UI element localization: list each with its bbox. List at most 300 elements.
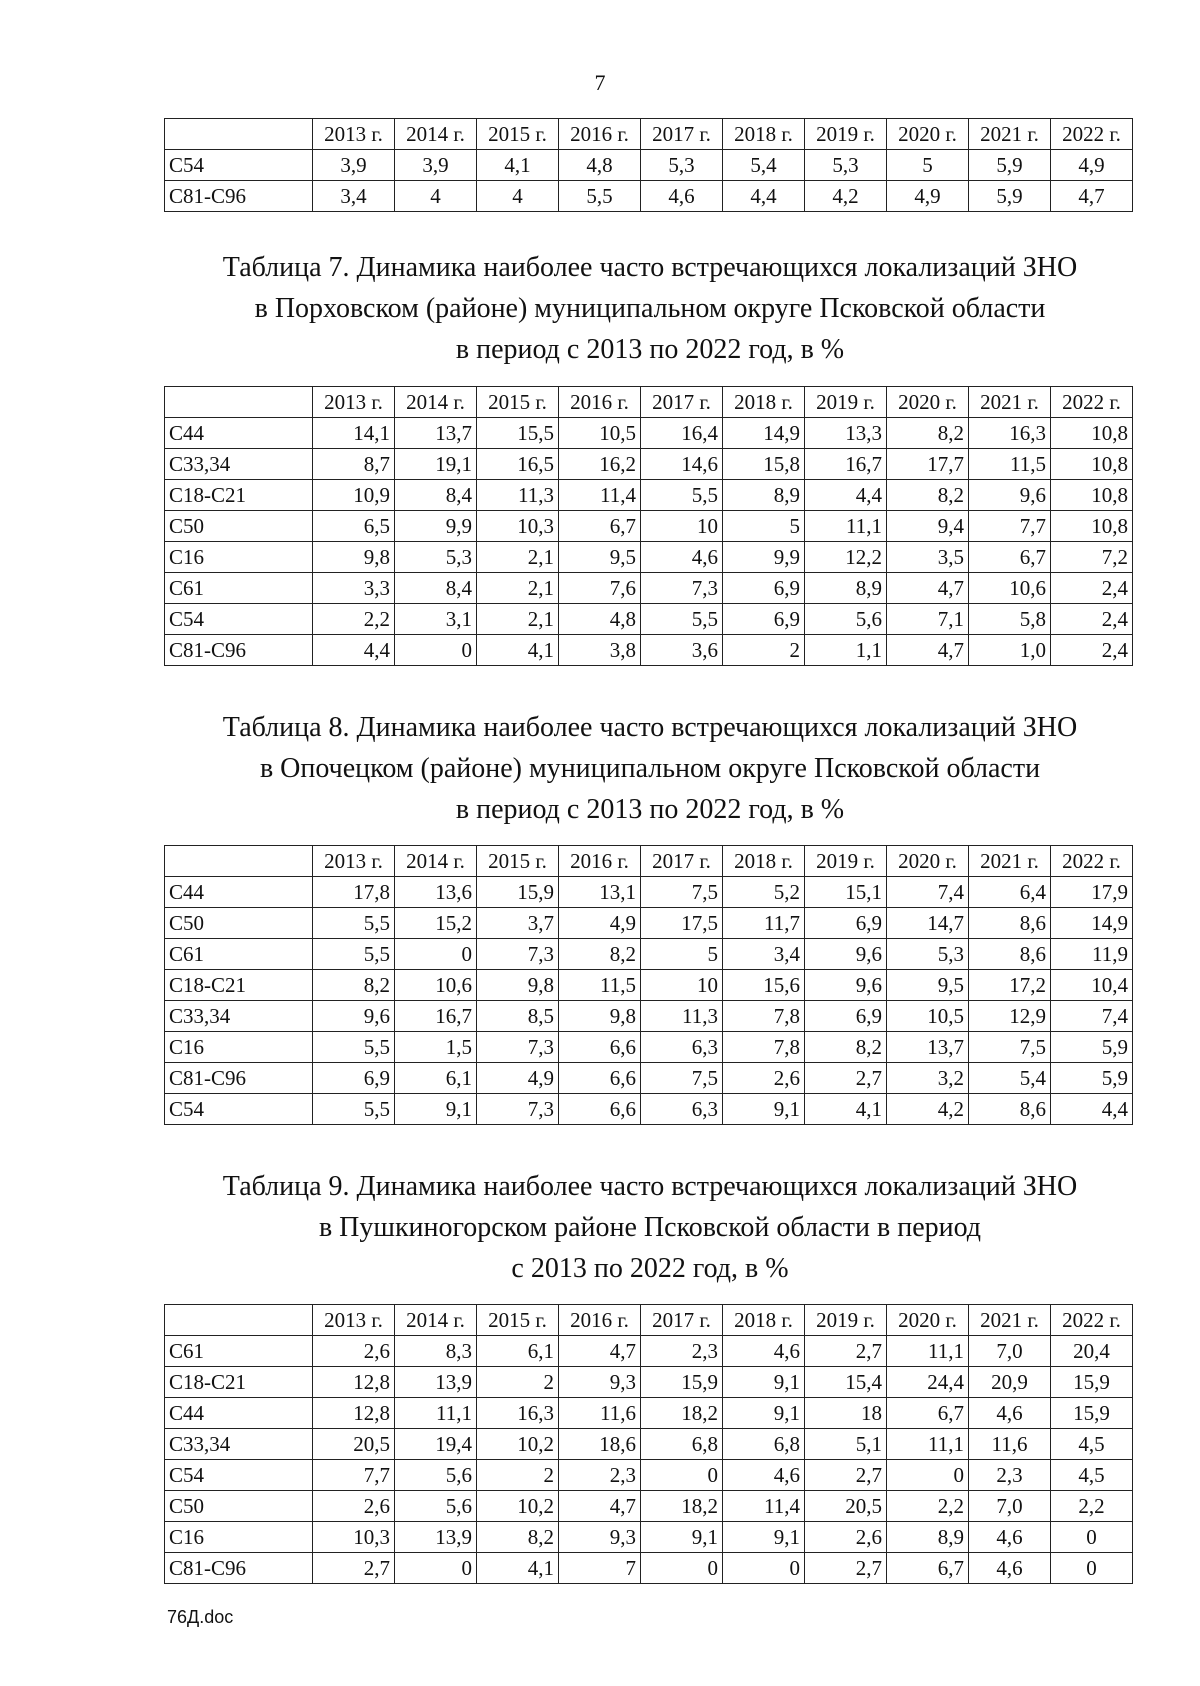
column-header: 2018 г. <box>723 846 805 877</box>
table-cell: 5,9 <box>969 150 1051 181</box>
table-cell: 17,7 <box>887 449 969 480</box>
table-cell: 20,4 <box>1051 1336 1133 1367</box>
table-cell: 4,9 <box>887 181 969 212</box>
table-cell: 5,5 <box>313 1094 395 1125</box>
table-cell: 9,1 <box>723 1398 805 1429</box>
table-cell: 3,9 <box>395 150 477 181</box>
table-cell: 0 <box>641 1553 723 1584</box>
table-cell: 9,3 <box>559 1522 641 1553</box>
table-7-caption <box>0 247 1200 370</box>
table-cell: 18,2 <box>641 1398 723 1429</box>
table-cell: 24,4 <box>887 1367 969 1398</box>
table-cell: 0 <box>641 1460 723 1491</box>
table-cell: 6,8 <box>641 1429 723 1460</box>
table-cell: 4,1 <box>477 150 559 181</box>
table-cell: 7,7 <box>969 511 1051 542</box>
column-header: 2017 г. <box>641 846 723 877</box>
table-cell: 7,1 <box>887 604 969 635</box>
table-cell: 6,7 <box>559 511 641 542</box>
table-cell: 5 <box>887 150 969 181</box>
table-cell: 1,0 <box>969 635 1051 666</box>
table-cell: 10,5 <box>559 418 641 449</box>
column-header: 2013 г. <box>313 846 395 877</box>
header-corner-cell <box>165 387 313 418</box>
table-cell: 9,1 <box>641 1522 723 1553</box>
table-cell: 10,8 <box>1051 480 1133 511</box>
row-label: C54 <box>165 604 313 635</box>
table-cell: 6,8 <box>723 1429 805 1460</box>
table-row <box>165 511 1133 542</box>
table-9 <box>164 1304 1133 1584</box>
table-cell: 7,3 <box>477 1032 559 1063</box>
table-8 <box>164 845 1133 1125</box>
header-corner-cell <box>165 119 313 150</box>
table-cell: 15,5 <box>477 418 559 449</box>
table-cell: 9,1 <box>723 1522 805 1553</box>
table-cell: 7,3 <box>477 939 559 970</box>
column-header: 2021 г. <box>969 1305 1051 1336</box>
table-cell: 4,2 <box>887 1094 969 1125</box>
table-cell: 4,7 <box>887 573 969 604</box>
table-cell: 15,6 <box>723 970 805 1001</box>
table-cell: 9,6 <box>805 970 887 1001</box>
table-row <box>165 1094 1133 1125</box>
row-label: C61 <box>165 573 313 604</box>
table-cell: 15,4 <box>805 1367 887 1398</box>
table-cell: 17,9 <box>1051 877 1133 908</box>
table-cell: 4,9 <box>477 1063 559 1094</box>
table-cell: 6,5 <box>313 511 395 542</box>
table-cell: 7,0 <box>969 1491 1051 1522</box>
column-header: 2015 г. <box>477 119 559 150</box>
table-cell: 11,9 <box>1051 939 1133 970</box>
table-cell: 2 <box>477 1367 559 1398</box>
table-cell: 6,7 <box>887 1553 969 1584</box>
table-cell: 16,3 <box>969 418 1051 449</box>
table-cell: 4,8 <box>559 150 641 181</box>
table-cell: 17,5 <box>641 908 723 939</box>
table-cell: 5,5 <box>641 480 723 511</box>
table-cell: 14,9 <box>1051 908 1133 939</box>
table-cell: 15,9 <box>477 877 559 908</box>
row-label: C44 <box>165 418 313 449</box>
table-cell: 11,4 <box>723 1491 805 1522</box>
table-cell: 12,8 <box>313 1367 395 1398</box>
column-header: 2019 г. <box>805 846 887 877</box>
table-row <box>165 449 1133 480</box>
header-row <box>165 387 1133 418</box>
table-cell: 5,3 <box>641 150 723 181</box>
table-row <box>165 1001 1133 1032</box>
table-cell: 6,7 <box>887 1398 969 1429</box>
caption-line: с 2013 по 2022 год, в % <box>511 1253 789 1284</box>
table-row <box>165 939 1133 970</box>
table-cell: 4,6 <box>723 1460 805 1491</box>
table-cell: 2,2 <box>887 1491 969 1522</box>
table-cell: 8,9 <box>723 480 805 511</box>
table-cell: 5,9 <box>1051 1032 1133 1063</box>
table-cell: 1,1 <box>805 635 887 666</box>
column-header: 2021 г. <box>969 387 1051 418</box>
table-cell: 8,9 <box>805 573 887 604</box>
table-cell: 5,5 <box>559 181 641 212</box>
table-row <box>165 1398 1133 1429</box>
table-cell: 11,5 <box>559 970 641 1001</box>
table-cell: 6,7 <box>969 542 1051 573</box>
column-header: 2018 г. <box>723 119 805 150</box>
column-header: 2015 г. <box>477 387 559 418</box>
table-row <box>165 181 1133 212</box>
table-cell: 8,3 <box>395 1336 477 1367</box>
data-table <box>164 118 1133 212</box>
row-label: C33,34 <box>165 1429 313 1460</box>
row-label: C18-C21 <box>165 970 313 1001</box>
table-cell: 5 <box>641 939 723 970</box>
table-cell: 13,6 <box>395 877 477 908</box>
data-table <box>164 1304 1133 1584</box>
table-cell: 16,4 <box>641 418 723 449</box>
table-cell: 2,4 <box>1051 635 1133 666</box>
table-cell: 2,7 <box>805 1336 887 1367</box>
table-cell: 11,1 <box>805 511 887 542</box>
column-header: 2020 г. <box>887 1305 969 1336</box>
table-cell: 11,1 <box>887 1336 969 1367</box>
table-cell: 14,9 <box>723 418 805 449</box>
table-cell: 13,9 <box>395 1367 477 1398</box>
table-cell: 19,4 <box>395 1429 477 1460</box>
table-cell: 7,4 <box>1051 1001 1133 1032</box>
table-cell: 14,1 <box>313 418 395 449</box>
page-number: 7 <box>594 70 606 95</box>
column-header: 2020 г. <box>887 387 969 418</box>
table-cell: 8,9 <box>887 1522 969 1553</box>
header-corner-cell <box>165 846 313 877</box>
table-cell: 0 <box>395 939 477 970</box>
table-cell: 17,2 <box>969 970 1051 1001</box>
table-cell: 7,6 <box>559 573 641 604</box>
column-header: 2022 г. <box>1051 846 1133 877</box>
table-row <box>165 1553 1133 1584</box>
table-cell: 5,4 <box>969 1063 1051 1094</box>
table-cell: 10,9 <box>313 480 395 511</box>
table-cell: 14,6 <box>641 449 723 480</box>
table-cell: 10,2 <box>477 1491 559 1522</box>
table-cell: 4,4 <box>1051 1094 1133 1125</box>
column-header: 2014 г. <box>395 846 477 877</box>
row-label: C81-C96 <box>165 1063 313 1094</box>
table-cell: 10,3 <box>313 1522 395 1553</box>
table-cell: 4,7 <box>559 1491 641 1522</box>
table-cell: 2,2 <box>313 604 395 635</box>
table-cell: 15,9 <box>641 1367 723 1398</box>
table-cell: 8,5 <box>477 1001 559 1032</box>
table-cell: 4 <box>477 181 559 212</box>
table-cell: 6,9 <box>723 573 805 604</box>
table-row <box>165 970 1133 1001</box>
column-header: 2022 г. <box>1051 1305 1133 1336</box>
table-cell: 5,1 <box>805 1429 887 1460</box>
row-label: C54 <box>165 1094 313 1125</box>
table-7 <box>164 386 1133 666</box>
row-label: C33,34 <box>165 449 313 480</box>
table-cell: 0 <box>1051 1553 1133 1584</box>
table-cell: 2 <box>477 1460 559 1491</box>
column-header: 2013 г. <box>313 1305 395 1336</box>
table-cell: 1,5 <box>395 1032 477 1063</box>
table-cell: 4,5 <box>1051 1429 1133 1460</box>
table-cell: 8,6 <box>969 939 1051 970</box>
table-cell: 4,6 <box>969 1553 1051 1584</box>
table-cell: 9,1 <box>395 1094 477 1125</box>
row-label: C16 <box>165 542 313 573</box>
table-cell: 6,6 <box>559 1032 641 1063</box>
table-row <box>165 1032 1133 1063</box>
table-cell: 8,2 <box>887 480 969 511</box>
table-cell: 11,4 <box>559 480 641 511</box>
row-label: C81-C96 <box>165 181 313 212</box>
caption-line: Таблица 8. Динамика наиболее часто встречающихся локализаций ЗНО <box>222 712 1078 743</box>
column-header: 2016 г. <box>559 119 641 150</box>
table-cell: 5,6 <box>395 1460 477 1491</box>
table-cell: 2,2 <box>1051 1491 1133 1522</box>
table-cell: 13,9 <box>395 1522 477 1553</box>
column-header: 2015 г. <box>477 846 559 877</box>
table-cell: 17,8 <box>313 877 395 908</box>
table-8-caption <box>0 707 1200 830</box>
table-cell: 15,9 <box>1051 1367 1133 1398</box>
table-cell: 8,4 <box>395 480 477 511</box>
table-cell: 4,6 <box>969 1398 1051 1429</box>
table-cell: 9,8 <box>313 542 395 573</box>
table-cell: 0 <box>723 1553 805 1584</box>
table-cell: 4,4 <box>313 635 395 666</box>
table-cell: 2,6 <box>723 1063 805 1094</box>
table-cell: 15,2 <box>395 908 477 939</box>
table-cell: 11,3 <box>477 480 559 511</box>
table-cell: 10,6 <box>969 573 1051 604</box>
table-cell: 8,2 <box>559 939 641 970</box>
table-cell: 3,8 <box>559 635 641 666</box>
table-cell: 4,6 <box>641 542 723 573</box>
table-cell: 10 <box>641 970 723 1001</box>
table-cell: 9,6 <box>805 939 887 970</box>
caption-line: в Пушкиногорском районе Псковской области в период <box>318 1212 982 1243</box>
table-row <box>165 1522 1133 1553</box>
table-cell: 7,8 <box>723 1032 805 1063</box>
table-cell: 6,6 <box>559 1063 641 1094</box>
table-row <box>165 877 1133 908</box>
table-cell: 13,7 <box>395 418 477 449</box>
table-cell: 3,7 <box>477 908 559 939</box>
table-cell: 6,6 <box>559 1094 641 1125</box>
table-cell: 5,5 <box>641 604 723 635</box>
table-cell: 4,2 <box>805 181 887 212</box>
table-cell: 16,2 <box>559 449 641 480</box>
table-cell: 10,3 <box>477 511 559 542</box>
table-cell: 4,5 <box>1051 1460 1133 1491</box>
caption-line: в Порховском (районе) муниципальном округе Псковской области <box>254 293 1046 324</box>
table-cell: 4,6 <box>969 1522 1051 1553</box>
table-row <box>165 1460 1133 1491</box>
table-cell: 10,8 <box>1051 511 1133 542</box>
table-cell: 6,3 <box>641 1032 723 1063</box>
column-header: 2015 г. <box>477 1305 559 1336</box>
table-cell: 18,6 <box>559 1429 641 1460</box>
table-cell: 9,1 <box>723 1094 805 1125</box>
table-cell: 6,1 <box>477 1336 559 1367</box>
table-cell: 8,2 <box>477 1522 559 1553</box>
table-cell: 7,3 <box>641 573 723 604</box>
table-cell: 9,8 <box>477 970 559 1001</box>
table-cell: 7,3 <box>477 1094 559 1125</box>
table-cell: 3,2 <box>887 1063 969 1094</box>
table-cell: 11,1 <box>887 1429 969 1460</box>
table-cell: 18,2 <box>641 1491 723 1522</box>
table-cell: 2,4 <box>1051 573 1133 604</box>
table-cell: 13,7 <box>887 1032 969 1063</box>
row-label: C18-C21 <box>165 480 313 511</box>
table-cell: 9,6 <box>969 480 1051 511</box>
caption-line: Таблица 9. Динамика наиболее часто встречающихся локализаций ЗНО <box>222 1171 1078 1202</box>
table-cell: 8,4 <box>395 573 477 604</box>
caption-line: Таблица 7. Динамика наиболее часто встречающихся локализаций ЗНО <box>222 252 1078 283</box>
table-cell: 3,9 <box>313 150 395 181</box>
table-cell: 5 <box>723 511 805 542</box>
caption-line: в Опочецком (районе) муниципальном округе Псковской области <box>259 753 1041 784</box>
table-cell: 7,5 <box>641 877 723 908</box>
table-cell: 8,2 <box>887 418 969 449</box>
table-cell: 8,2 <box>313 970 395 1001</box>
table-cell: 0 <box>1051 1522 1133 1553</box>
table-cell: 11,1 <box>395 1398 477 1429</box>
column-header: 2014 г. <box>395 119 477 150</box>
table-cell: 10,2 <box>477 1429 559 1460</box>
table-cell: 3,6 <box>641 635 723 666</box>
column-header: 2017 г. <box>641 119 723 150</box>
table-row <box>165 635 1133 666</box>
table-cell: 20,9 <box>969 1367 1051 1398</box>
table-cell: 2,7 <box>313 1553 395 1584</box>
table-cell: 16,7 <box>395 1001 477 1032</box>
table-row <box>165 1491 1133 1522</box>
column-header: 2018 г. <box>723 387 805 418</box>
table-cell: 3,5 <box>887 542 969 573</box>
table-cell: 9,1 <box>723 1367 805 1398</box>
column-header: 2014 г. <box>395 387 477 418</box>
column-header: 2022 г. <box>1051 387 1133 418</box>
table-cell: 6,9 <box>313 1063 395 1094</box>
column-header: 2019 г. <box>805 119 887 150</box>
header-corner-cell <box>165 1305 313 1336</box>
row-label: C81-C96 <box>165 1553 313 1584</box>
table-cell: 11,3 <box>641 1001 723 1032</box>
column-header: 2022 г. <box>1051 119 1133 150</box>
table-cell: 0 <box>395 1553 477 1584</box>
column-header: 2021 г. <box>969 846 1051 877</box>
table-cell: 10,8 <box>1051 449 1133 480</box>
table-cell: 2,7 <box>805 1063 887 1094</box>
data-table <box>164 845 1133 1125</box>
row-label: C61 <box>165 939 313 970</box>
table-cell: 16,3 <box>477 1398 559 1429</box>
column-header: 2021 г. <box>969 119 1051 150</box>
table-cell: 4,9 <box>559 908 641 939</box>
table-cell: 6,4 <box>969 877 1051 908</box>
table-cell: 2,1 <box>477 542 559 573</box>
table-cell: 4,7 <box>887 635 969 666</box>
table-cell: 5,3 <box>887 939 969 970</box>
table-cell: 9,5 <box>887 970 969 1001</box>
table-cell: 8,2 <box>805 1032 887 1063</box>
table-row <box>165 573 1133 604</box>
table-cell: 5,6 <box>805 604 887 635</box>
table-cell: 7,5 <box>641 1063 723 1094</box>
table-cell: 5,5 <box>313 908 395 939</box>
table-row <box>165 604 1133 635</box>
table-cell: 15,1 <box>805 877 887 908</box>
table-cell: 2 <box>723 635 805 666</box>
table-cell: 4,4 <box>805 480 887 511</box>
table-cell: 4,7 <box>559 1336 641 1367</box>
table-cell: 7,7 <box>313 1460 395 1491</box>
row-label: C81-C96 <box>165 635 313 666</box>
table-cell: 8,6 <box>969 908 1051 939</box>
table-cell: 12,2 <box>805 542 887 573</box>
row-label: C18-C21 <box>165 1367 313 1398</box>
table-cell: 9,3 <box>559 1367 641 1398</box>
table-cell: 4,8 <box>559 604 641 635</box>
table-cell: 5,3 <box>395 542 477 573</box>
table-cell: 10,4 <box>1051 970 1133 1001</box>
header-row <box>165 119 1133 150</box>
table-cell: 2,7 <box>805 1553 887 1584</box>
row-label: C16 <box>165 1032 313 1063</box>
table-cell: 19,1 <box>395 449 477 480</box>
table-cell: 2,6 <box>805 1522 887 1553</box>
table-cell: 13,1 <box>559 877 641 908</box>
table-cell: 4 <box>395 181 477 212</box>
row-label: C50 <box>165 1491 313 1522</box>
table-cell: 5,5 <box>313 1032 395 1063</box>
row-label: C33,34 <box>165 1001 313 1032</box>
table-cell: 6,9 <box>805 908 887 939</box>
table-cell: 5,9 <box>969 181 1051 212</box>
row-label: C54 <box>165 1460 313 1491</box>
table-cell: 2,1 <box>477 604 559 635</box>
table-cell: 16,7 <box>805 449 887 480</box>
row-label: C44 <box>165 1398 313 1429</box>
table-9-caption <box>0 1166 1200 1289</box>
table-cell: 5,2 <box>723 877 805 908</box>
table-cell: 2,7 <box>805 1460 887 1491</box>
table-cell: 2,6 <box>313 1336 395 1367</box>
table-cell: 2,3 <box>559 1460 641 1491</box>
table-cell: 8,7 <box>313 449 395 480</box>
table-cell: 2,3 <box>641 1336 723 1367</box>
column-header: 2020 г. <box>887 119 969 150</box>
table-cell: 11,6 <box>559 1398 641 1429</box>
row-label: C16 <box>165 1522 313 1553</box>
table-cell: 6,3 <box>641 1094 723 1125</box>
table-cell: 10,8 <box>1051 418 1133 449</box>
table-cell: 4,6 <box>723 1336 805 1367</box>
column-header: 2013 г. <box>313 387 395 418</box>
table-row <box>165 908 1133 939</box>
table-cell: 2,3 <box>969 1460 1051 1491</box>
table-cell: 5,3 <box>805 150 887 181</box>
table-cell: 9,9 <box>723 542 805 573</box>
table-cell: 20,5 <box>313 1429 395 1460</box>
